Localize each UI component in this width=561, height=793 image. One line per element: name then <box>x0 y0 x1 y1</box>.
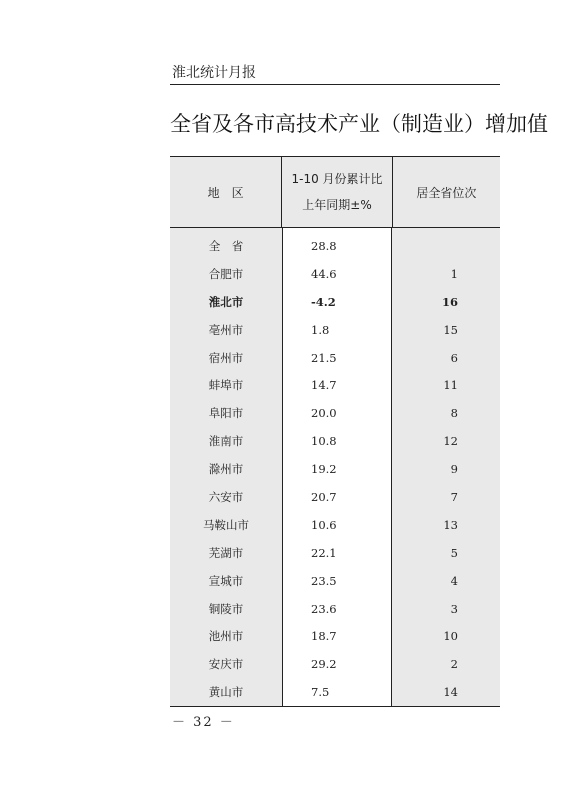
rank-cell: 11 <box>443 378 458 393</box>
region-cell: 池州市 <box>208 629 244 644</box>
page-title: 全省及各市高技术产业（制造业）增加值 <box>170 112 548 136</box>
region-cell: 淮北市 <box>208 294 244 309</box>
region-cell: 六安市 <box>208 489 244 504</box>
rank-cell: 6 <box>450 350 458 365</box>
growth-column <box>282 228 392 706</box>
growth-cell: 14.7 <box>311 378 337 393</box>
region-cell: 滁州市 <box>208 462 244 477</box>
growth-cell: 10.6 <box>311 517 337 532</box>
table-bottom-rule <box>170 706 500 707</box>
data-table <box>170 156 500 707</box>
growth-cell: -4.2 <box>311 294 336 309</box>
growth-cell: 1.8 <box>311 322 330 337</box>
rank-cell: 14 <box>443 685 458 700</box>
region-cell: 黄山市 <box>208 685 244 700</box>
rank-cell: 7 <box>450 489 458 504</box>
region-column <box>170 228 282 706</box>
growth-cell: 29.2 <box>311 657 337 672</box>
region-cell: 安庆市 <box>208 657 244 672</box>
rank-cell: 3 <box>450 601 458 616</box>
growth-cell: 20.0 <box>311 406 337 421</box>
table-body <box>170 228 500 706</box>
column-header-rank: 居全省位次 <box>416 185 477 200</box>
column-header-growth-line1: 1-10 月份累计比 <box>291 172 383 186</box>
region-cell: 亳州市 <box>208 322 244 337</box>
region-cell: 宿州市 <box>208 350 244 365</box>
rank-cell: 13 <box>443 517 458 532</box>
column-header-growth-line2: 上年同期±% <box>302 198 372 212</box>
region-cell: 淮南市 <box>208 434 244 449</box>
growth-cell: 44.6 <box>311 266 337 281</box>
region-cell: 芜湖市 <box>208 545 244 560</box>
header-divider <box>170 84 500 85</box>
rank-cell: 5 <box>450 545 458 560</box>
page-number: － 32 － <box>172 715 235 730</box>
growth-cell: 19.2 <box>311 462 337 477</box>
rank-cell: 2 <box>450 657 458 672</box>
column-header-growth <box>281 157 392 227</box>
growth-cell: 23.5 <box>311 573 337 588</box>
growth-cell: 21.5 <box>311 350 337 365</box>
growth-cell: 22.1 <box>311 545 337 560</box>
growth-cell: 20.7 <box>311 489 337 504</box>
region-cell: 铜陵市 <box>208 601 244 616</box>
growth-cell: 7.5 <box>311 685 330 700</box>
rank-cell: 12 <box>443 434 458 449</box>
region-cell: 蚌埠市 <box>208 378 244 393</box>
rank-cell: 16 <box>441 294 458 309</box>
region-cell: 全 省 <box>208 238 244 253</box>
column-header-region: 地区 <box>207 185 256 200</box>
rank-column <box>392 228 500 706</box>
growth-cell: 10.8 <box>311 434 337 449</box>
rank-cell: 8 <box>450 406 458 421</box>
rank-cell: 4 <box>450 573 458 588</box>
publication-title: 淮北统计月报 <box>172 65 256 81</box>
region-cell: 合肥市 <box>208 266 244 281</box>
rank-cell: 9 <box>450 462 458 477</box>
rank-cell: 1 <box>450 266 458 281</box>
rank-cell <box>392 232 500 260</box>
region-cell: 马鞍山市 <box>203 517 249 532</box>
growth-cell: 28.8 <box>311 238 337 253</box>
growth-cell: 18.7 <box>311 629 337 644</box>
region-cell: 阜阳市 <box>208 406 244 421</box>
region-cell: 宣城市 <box>208 573 244 588</box>
rank-cell: 10 <box>443 629 458 644</box>
table-header <box>170 157 500 228</box>
rank-cell: 15 <box>443 322 458 337</box>
growth-cell: 23.6 <box>311 601 337 616</box>
